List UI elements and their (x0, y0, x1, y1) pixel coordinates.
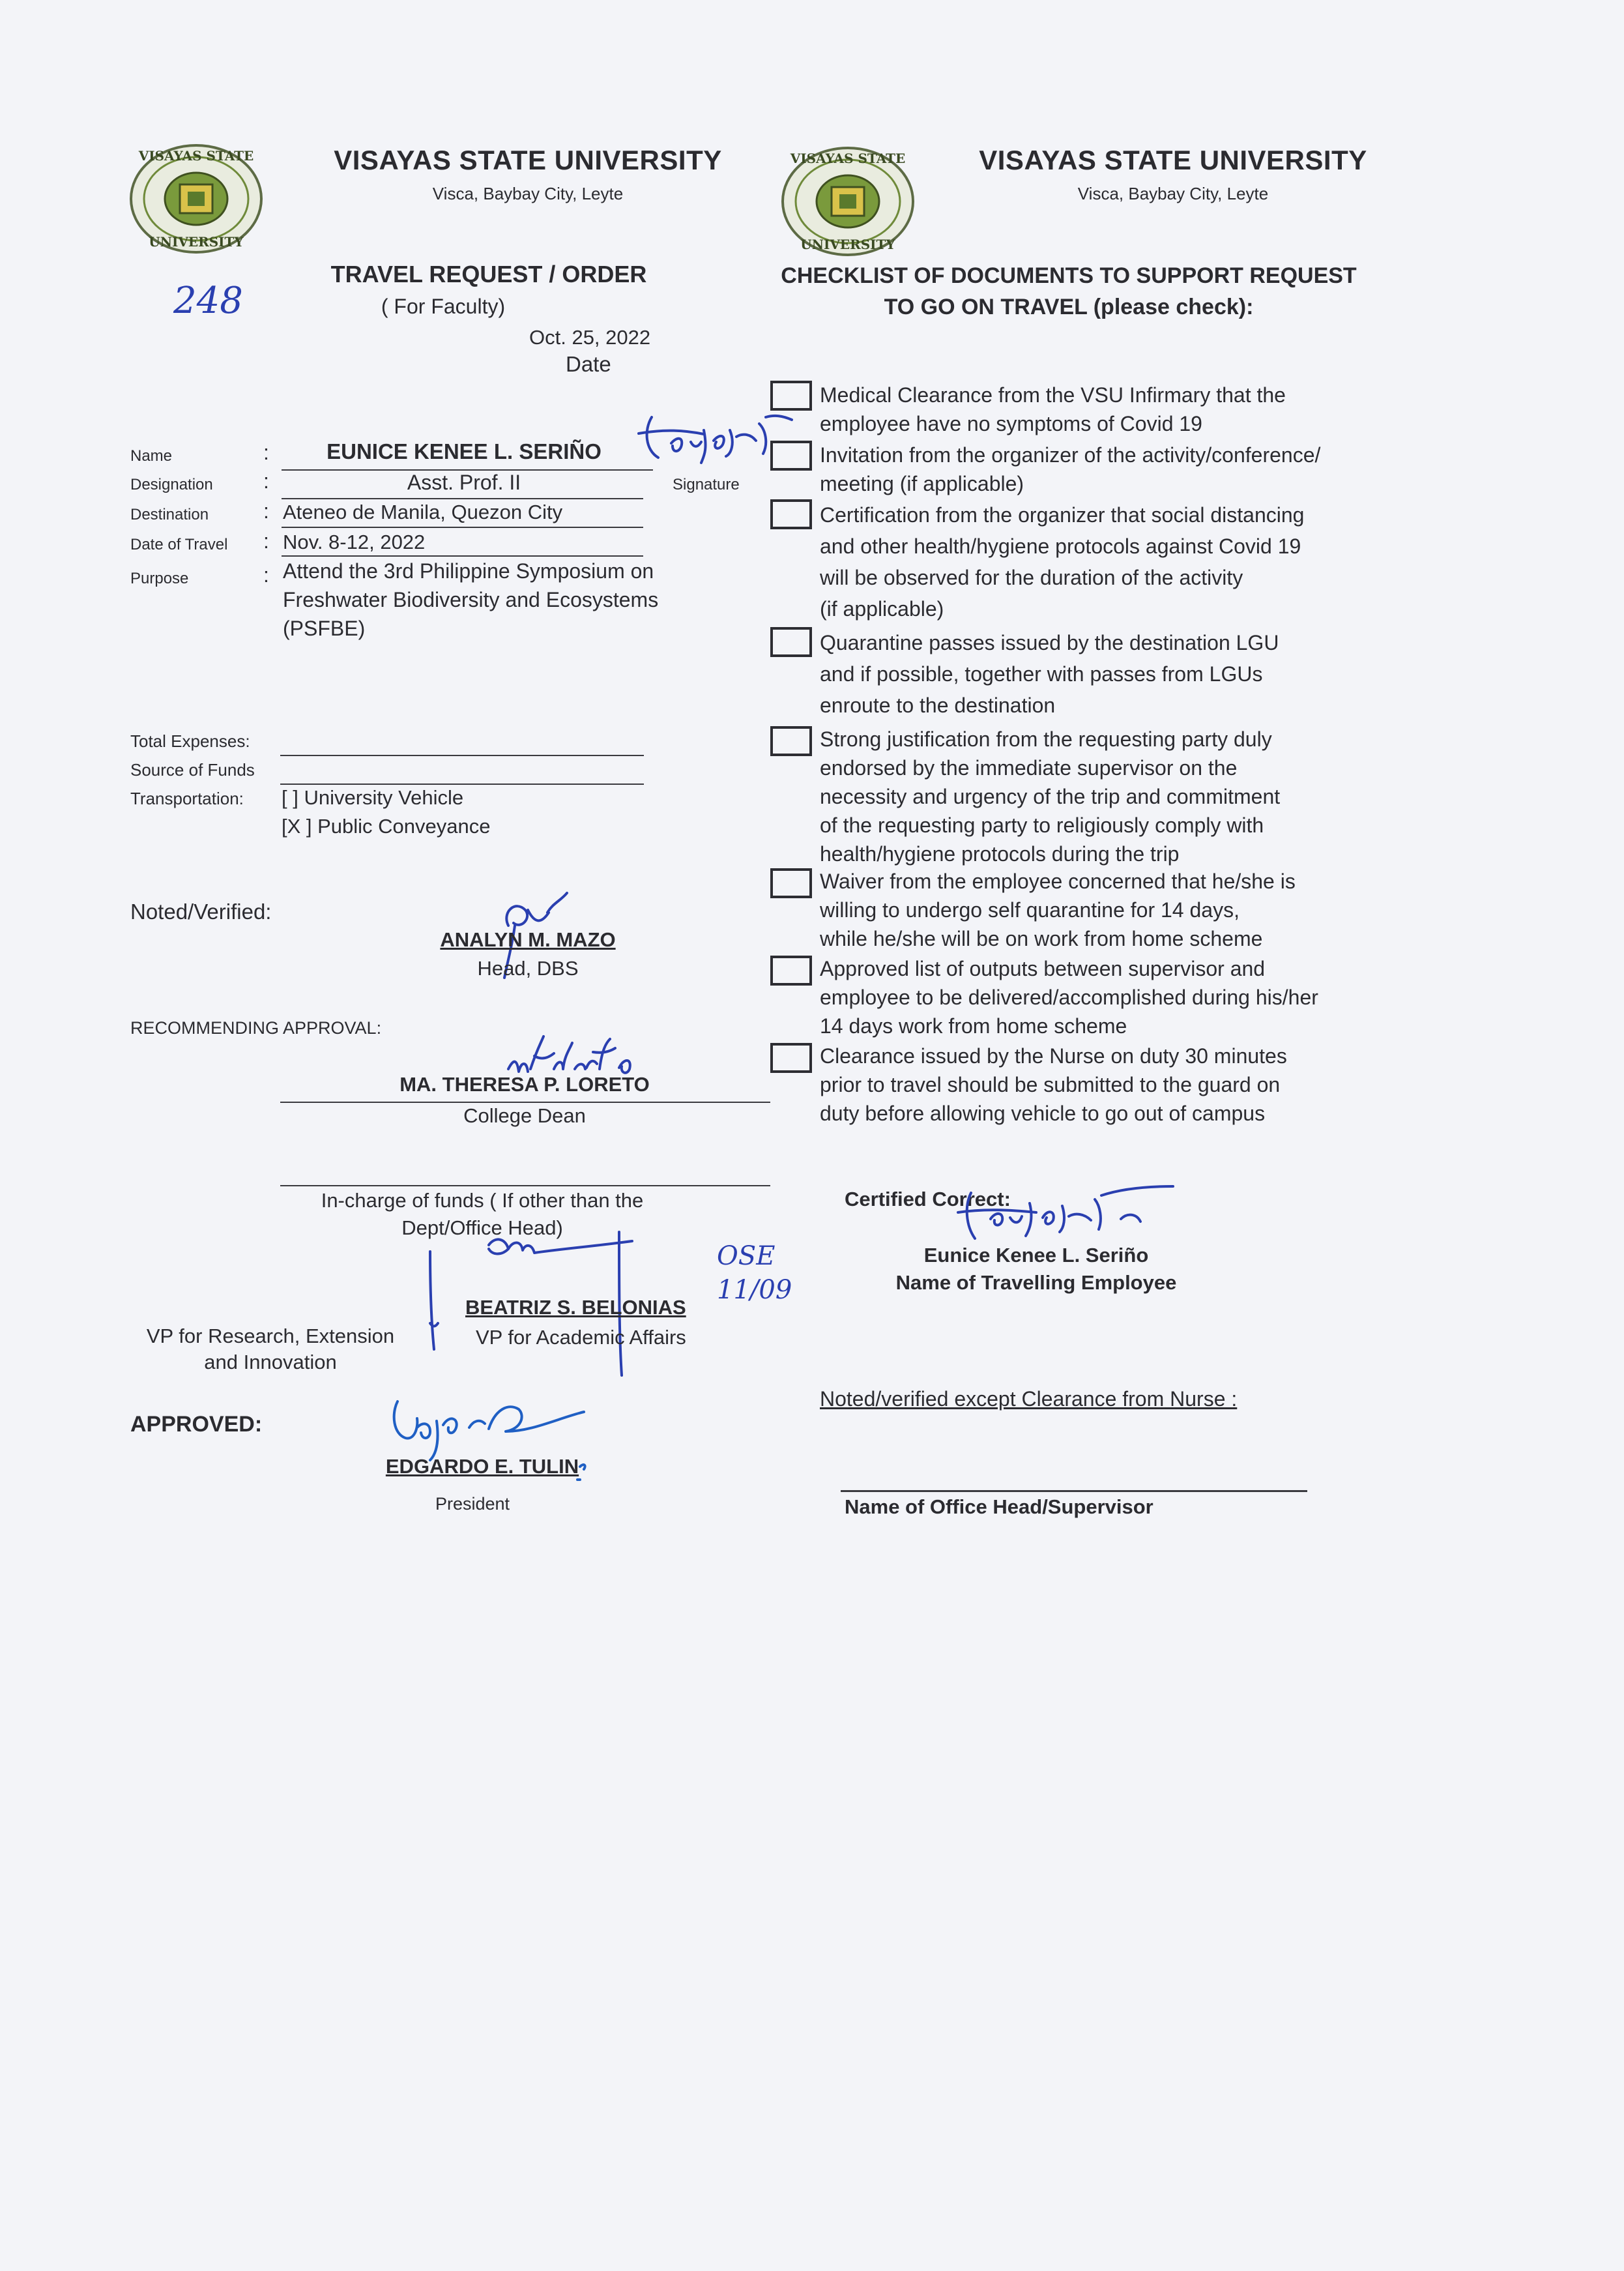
approved-label: APPROVED: (130, 1412, 263, 1437)
name-value: EUNICE KENEE L. SERIÑO (326, 439, 602, 463)
university-address-right: Visca, Baybay City, Leyte (1077, 184, 1269, 203)
president-name: EDGARDO E. TULIN (385, 1455, 579, 1478)
office-head-caption: Name of Office Head/Supervisor (845, 1495, 1153, 1518)
source-of-funds-label: Source of Funds (130, 760, 255, 780)
designation-value: Asst. Prof. II (407, 471, 521, 494)
source-of-funds-underline (280, 784, 644, 785)
checkbox-certification[interactable] (770, 499, 812, 529)
funds-incharge-line-1: In-charge of funds ( If other than the (321, 1189, 644, 1212)
svg-text:UNIVERSITY: UNIVERSITY (149, 234, 244, 250)
noted-title: Head, DBS (477, 957, 579, 980)
checklist-item-invitation: Invitation from the organizer of the activity/conference/ meeting (if applicable) (820, 443, 1321, 495)
checklist-item-certification: Certification from the organizer that social distancing and other health/hygiene protocols against Covid 19 will be observed for the duration of the activity (if applicable) (820, 503, 1305, 621)
date-of-travel-colon: : (263, 529, 269, 553)
checklist-item-approved-outputs: Approved list of outputs between supervisor and employee to be delivered/accomplished during his/her 14 days work from home scheme (820, 957, 1318, 1038)
date-of-travel-label: Date of Travel (130, 536, 228, 553)
checkbox-medical-clearance[interactable] (770, 381, 812, 411)
dean-underline (280, 1102, 770, 1103)
university-seal-right (779, 145, 916, 259)
checklist-title-line-1: CHECKLIST OF DOCUMENTS TO SUPPORT REQUEST (781, 263, 1357, 288)
checkbox-strong-justification[interactable] (770, 726, 812, 756)
request-date-value: Oct. 25, 2022 (529, 326, 651, 349)
date-of-travel-value: Nov. 8-12, 2022 (283, 531, 426, 553)
certified-correct-label: Certified Correct: (845, 1188, 1011, 1210)
university-seal-left (128, 142, 265, 256)
total-expenses-underline (280, 755, 644, 756)
destination-label: Destination (130, 506, 209, 523)
vp-research-line-2: and Innovation (204, 1351, 337, 1373)
checklist-item-waiver: Waiver from the employee concerned that he/she is willing to undergo self quarantine for 14 days, while he/she will be on work from home scheme (820, 870, 1296, 950)
form-subtitle: ( For Faculty) (381, 295, 506, 318)
svg-text:UNIVERSITY: UNIVERSITY (800, 237, 895, 252)
checklist-item-medical-clearance: Medical Clearance from the VSU Infirmary that the employee have no symptoms of Covid 19 (820, 383, 1286, 435)
checkbox-quarantine-passes[interactable] (770, 627, 812, 657)
vp-research-line-1: VP for Research, Extension (146, 1325, 395, 1347)
noted-name: ANALYN M. MAZO (440, 928, 616, 951)
purpose-line-1: Attend the 3rd Philippine Symposium on (283, 559, 654, 583)
vp-academic-title: VP for Academic Affairs (476, 1326, 686, 1349)
checkbox-invitation[interactable] (770, 441, 812, 471)
funds-incharge-underline (280, 1185, 770, 1186)
checklist-item-nurse-clearance: Clearance issued by the Nurse on duty 30 minutes prior to travel should be submitted to the guard on duty before allowing vehicle to go out of campus (820, 1044, 1287, 1125)
checklist-item-quarantine-passes: Quarantine passes issued by the destination LGU and if possible, together with passes from LGUs enroute to the destination (820, 631, 1279, 717)
president-title: President (435, 1494, 510, 1514)
employee-name: Eunice Kenee L. Seriño (923, 1244, 1149, 1267)
transport-university-vehicle: [ ] University Vehicle (282, 786, 464, 809)
svg-text:VISAYAS STATE: VISAYAS STATE (790, 151, 906, 166)
recommending-approval-label: RECOMMENDING APPROVAL: (130, 1018, 382, 1038)
university-name-right-text: VISAYAS STATE UNIVERSITY (979, 145, 1367, 175)
university-address-left: Visca, Baybay City, Leyte (432, 184, 624, 203)
designation-underline (282, 498, 643, 499)
designation-colon: : (263, 469, 269, 493)
employee-signature (945, 1180, 1193, 1252)
svg-text:OSE: OSE (717, 1241, 776, 1271)
name-label: Name (130, 447, 173, 465)
funds-incharge-line-2: Dept/Office Head) (401, 1216, 563, 1239)
employee-caption: Name of Travelling Employee (895, 1271, 1177, 1294)
svg-text:VISAYAS STATE: VISAYAS STATE (138, 148, 254, 164)
svg-text:248: 248 (173, 280, 243, 322)
office-head-underline (841, 1490, 1307, 1492)
destination-colon: : (263, 499, 269, 523)
purpose-line-2: Freshwater Biodiversity and Ecosystems (283, 588, 659, 611)
purpose-colon: : (263, 563, 269, 587)
svg-text:11/09: 11/09 (717, 1275, 792, 1305)
designation-label: Designation (130, 476, 213, 493)
checkbox-nurse-clearance[interactable] (770, 1043, 812, 1073)
checkbox-waiver[interactable] (770, 868, 812, 898)
transportation-label: Transportation: (130, 789, 244, 808)
request-date-label: Date (566, 352, 611, 376)
transport-public-conveyance: [X ] Public Conveyance (282, 815, 491, 838)
checklist-item-strong-justification: Strong justification from the requesting party duly endorsed by the immediate supervisor on the necessity and urgency of the trip and commitment of the requesting party to religiously comply with health/hygiene protocols during the trip (820, 727, 1281, 866)
checkbox-approved-outputs[interactable] (770, 956, 812, 986)
name-colon: : (263, 441, 269, 464)
destination-value: Ateneo de Manila, Quezon City (283, 501, 563, 523)
checklist-title-line-2: TO GO ON TRAVEL (please check): (884, 295, 1254, 319)
purpose-line-3: (PSFBE) (283, 617, 366, 640)
vp-academic-name: BEATRIZ S. BELONIAS (465, 1296, 686, 1319)
noted-verified-label: Noted/Verified: (130, 900, 272, 924)
form-title: TRAVEL REQUEST / ORDER (330, 261, 647, 287)
university-name-left: VISAYAS STATE UNIVERSITY (334, 145, 722, 175)
noted-except-nurse: Noted/verified except Clearance from Nurse : (820, 1387, 1238, 1411)
date-of-travel-underline (282, 555, 643, 557)
dean-title: College Dean (463, 1104, 586, 1127)
dean-name: MA. THERESA P. LORETO (399, 1073, 650, 1096)
total-expenses-label: Total Expenses: (130, 731, 250, 751)
destination-underline (282, 527, 643, 528)
purpose-label: Purpose (130, 570, 189, 587)
signature-label: Signature (673, 476, 740, 493)
